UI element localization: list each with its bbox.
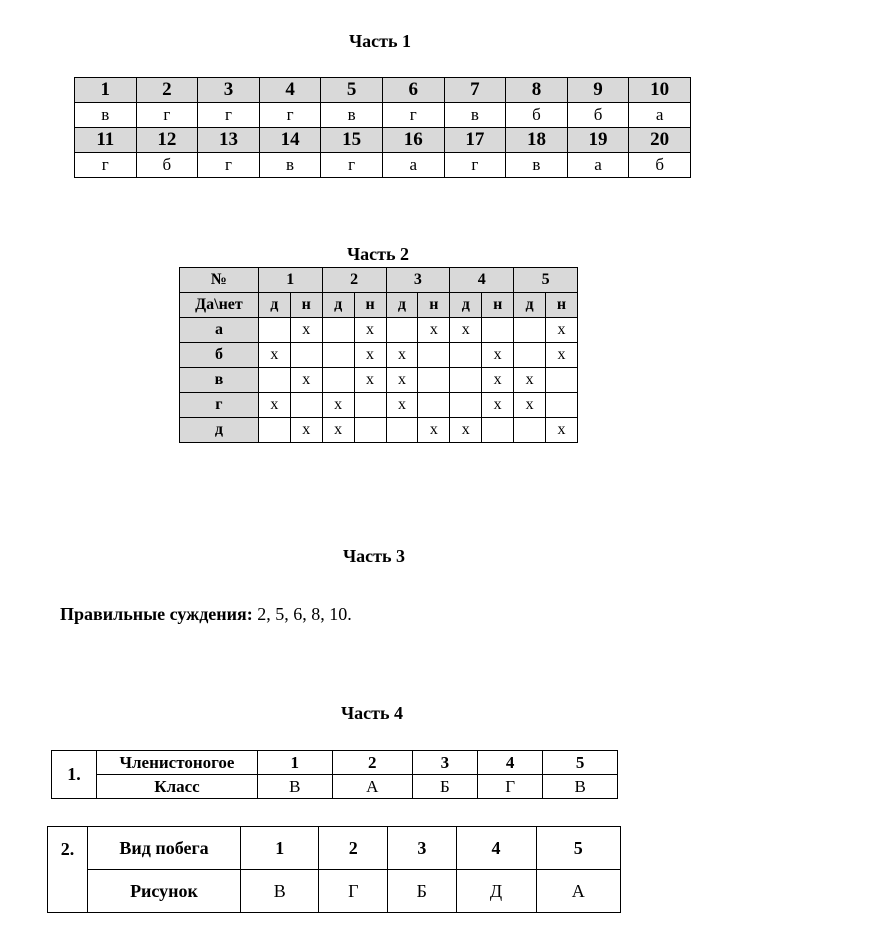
statement-label-cell: в (180, 368, 259, 393)
no-header-cell: н (418, 293, 450, 318)
part2-answer-table (179, 267, 578, 443)
mark-cell (290, 343, 322, 368)
mark-cell (322, 368, 354, 393)
question-header-cell: 1 (258, 268, 322, 293)
question-header-cell: 5 (514, 268, 578, 293)
column-number-cell: 2 (332, 751, 412, 775)
answer-cell: а (382, 153, 444, 178)
mark-cell: х (258, 393, 290, 418)
mark-cell: х (322, 393, 354, 418)
table-row (180, 368, 578, 393)
table-row (48, 870, 621, 913)
answer-cell: г (198, 103, 260, 128)
mark-cell: х (354, 318, 386, 343)
part4-task2-table (47, 826, 621, 913)
mark-cell: х (482, 393, 514, 418)
table-row (48, 827, 621, 870)
part3-statement (60, 604, 352, 625)
column-number-cell: 1 (258, 751, 333, 775)
table-row (180, 268, 578, 293)
mark-cell: х (290, 368, 322, 393)
mark-cell: х (482, 368, 514, 393)
question-number-cell: 4 (259, 78, 321, 103)
yes-no-header-cell: Да\нет (180, 293, 259, 318)
mark-cell (450, 368, 482, 393)
mark-cell (418, 343, 450, 368)
mark-cell (546, 368, 578, 393)
answer-cell: Б (412, 775, 477, 799)
yes-header-cell: д (322, 293, 354, 318)
column-number-cell: 5 (536, 827, 620, 870)
mark-cell: х (258, 343, 290, 368)
question-number-cell: 15 (321, 128, 383, 153)
header-label-cell: Вид побега (88, 827, 241, 870)
mark-cell (290, 393, 322, 418)
mark-cell (258, 418, 290, 443)
mark-cell (322, 343, 354, 368)
task-number-cell: 1. (52, 751, 97, 799)
table-row (75, 128, 691, 153)
yes-header-cell: д (514, 293, 546, 318)
no-header-cell: н (354, 293, 386, 318)
answer-cell: В (241, 870, 319, 913)
mark-cell (258, 318, 290, 343)
yes-header-cell: д (386, 293, 418, 318)
question-number-cell: 11 (75, 128, 137, 153)
mark-cell (514, 318, 546, 343)
question-number-cell: 17 (444, 128, 506, 153)
answer-cell: в (506, 153, 568, 178)
mark-cell (418, 393, 450, 418)
table-row (52, 751, 618, 775)
no-header-cell: н (482, 293, 514, 318)
table-row (180, 293, 578, 318)
answer-cell: В (543, 775, 618, 799)
mark-cell: х (514, 393, 546, 418)
answer-cell: в (259, 153, 321, 178)
question-number-cell: 20 (629, 128, 691, 153)
question-number-cell: 8 (506, 78, 568, 103)
mark-cell (322, 318, 354, 343)
mark-cell: х (450, 418, 482, 443)
mark-cell: х (418, 318, 450, 343)
answer-cell: б (136, 153, 198, 178)
column-number-cell: 1 (241, 827, 319, 870)
mark-cell: х (354, 368, 386, 393)
question-number-cell: 9 (567, 78, 629, 103)
column-number-cell: 3 (412, 751, 477, 775)
answer-cell: б (506, 103, 568, 128)
answer-cell: б (629, 153, 691, 178)
question-number-cell: 6 (382, 78, 444, 103)
answer-cell: г (444, 153, 506, 178)
answer-cell: в (321, 103, 383, 128)
table-row (75, 103, 691, 128)
no-header-cell: н (290, 293, 322, 318)
question-number-cell: 16 (382, 128, 444, 153)
mark-cell (258, 368, 290, 393)
table-row (75, 153, 691, 178)
mark-cell (514, 418, 546, 443)
mark-cell (418, 368, 450, 393)
mark-cell (482, 418, 514, 443)
answer-cell: А (332, 775, 412, 799)
mark-cell: х (354, 343, 386, 368)
number-header-cell: № (180, 268, 259, 293)
statement-label-cell: а (180, 318, 259, 343)
answer-cell: в (444, 103, 506, 128)
header-label-cell: Членистоногое (97, 751, 258, 775)
mark-cell (386, 318, 418, 343)
question-number-cell: 2 (136, 78, 198, 103)
row-label-cell: Класс (97, 775, 258, 799)
part2-title: Часть 2 (346, 244, 410, 264)
part4-title: Часть 4 (340, 703, 404, 723)
column-number-cell: 4 (477, 751, 542, 775)
mark-cell (450, 393, 482, 418)
question-number-cell: 13 (198, 128, 260, 153)
question-number-cell: 1 (75, 78, 137, 103)
question-number-cell: 18 (506, 128, 568, 153)
answer-cell: а (567, 153, 629, 178)
mark-cell (514, 343, 546, 368)
mark-cell: х (290, 318, 322, 343)
mark-cell: х (386, 368, 418, 393)
mark-cell (482, 318, 514, 343)
mark-cell (386, 418, 418, 443)
answer-cell: Б (388, 870, 456, 913)
mark-cell: х (322, 418, 354, 443)
mark-cell: х (290, 418, 322, 443)
answer-cell: В (258, 775, 333, 799)
question-header-cell: 4 (450, 268, 514, 293)
yes-header-cell: д (450, 293, 482, 318)
column-number-cell: 2 (319, 827, 388, 870)
mark-cell (354, 393, 386, 418)
table-row (180, 318, 578, 343)
answer-cell: г (75, 153, 137, 178)
statement-label-cell: б (180, 343, 259, 368)
part3-value: 2, 5, 6, 8, 10. (252, 604, 352, 624)
question-number-cell: 19 (567, 128, 629, 153)
question-number-cell: 14 (259, 128, 321, 153)
statement-label-cell: д (180, 418, 259, 443)
question-number-cell: 10 (629, 78, 691, 103)
answer-cell: Д (456, 870, 536, 913)
question-header-cell: 2 (322, 268, 386, 293)
mark-cell: х (450, 318, 482, 343)
mark-cell (354, 418, 386, 443)
part4-task1-table (51, 750, 618, 799)
no-header-cell: н (546, 293, 578, 318)
table-row (180, 418, 578, 443)
row-label-cell: Рисунок (88, 870, 241, 913)
answer-cell: Г (319, 870, 388, 913)
question-number-cell: 5 (321, 78, 383, 103)
statement-label-cell: г (180, 393, 259, 418)
column-number-cell: 4 (456, 827, 536, 870)
part3-title: Часть 3 (342, 546, 406, 566)
mark-cell: х (546, 318, 578, 343)
question-header-cell: 3 (386, 268, 450, 293)
answer-cell: в (75, 103, 137, 128)
answer-cell: г (198, 153, 260, 178)
table-row (180, 393, 578, 418)
mark-cell: х (482, 343, 514, 368)
mark-cell: х (418, 418, 450, 443)
mark-cell: х (546, 418, 578, 443)
answer-cell: б (567, 103, 629, 128)
table-row (75, 78, 691, 103)
task-number-cell: 2. (48, 827, 88, 913)
part1-answer-table (74, 77, 691, 178)
answer-cell: г (321, 153, 383, 178)
answer-cell: г (382, 103, 444, 128)
column-number-cell: 5 (543, 751, 618, 775)
table-row (180, 343, 578, 368)
answer-cell: А (536, 870, 620, 913)
column-number-cell: 3 (388, 827, 456, 870)
mark-cell: х (386, 343, 418, 368)
table-row (52, 775, 618, 799)
part1-title: Часть 1 (348, 31, 412, 51)
answer-cell: а (629, 103, 691, 128)
mark-cell: х (386, 393, 418, 418)
mark-cell: х (514, 368, 546, 393)
question-number-cell: 12 (136, 128, 198, 153)
part3-label: Правильные суждения: (60, 604, 253, 624)
mark-cell (450, 343, 482, 368)
yes-header-cell: д (258, 293, 290, 318)
mark-cell: х (546, 343, 578, 368)
question-number-cell: 3 (198, 78, 260, 103)
answer-cell: г (136, 103, 198, 128)
answer-cell: Г (477, 775, 542, 799)
question-number-cell: 7 (444, 78, 506, 103)
answer-cell: г (259, 103, 321, 128)
mark-cell (546, 393, 578, 418)
